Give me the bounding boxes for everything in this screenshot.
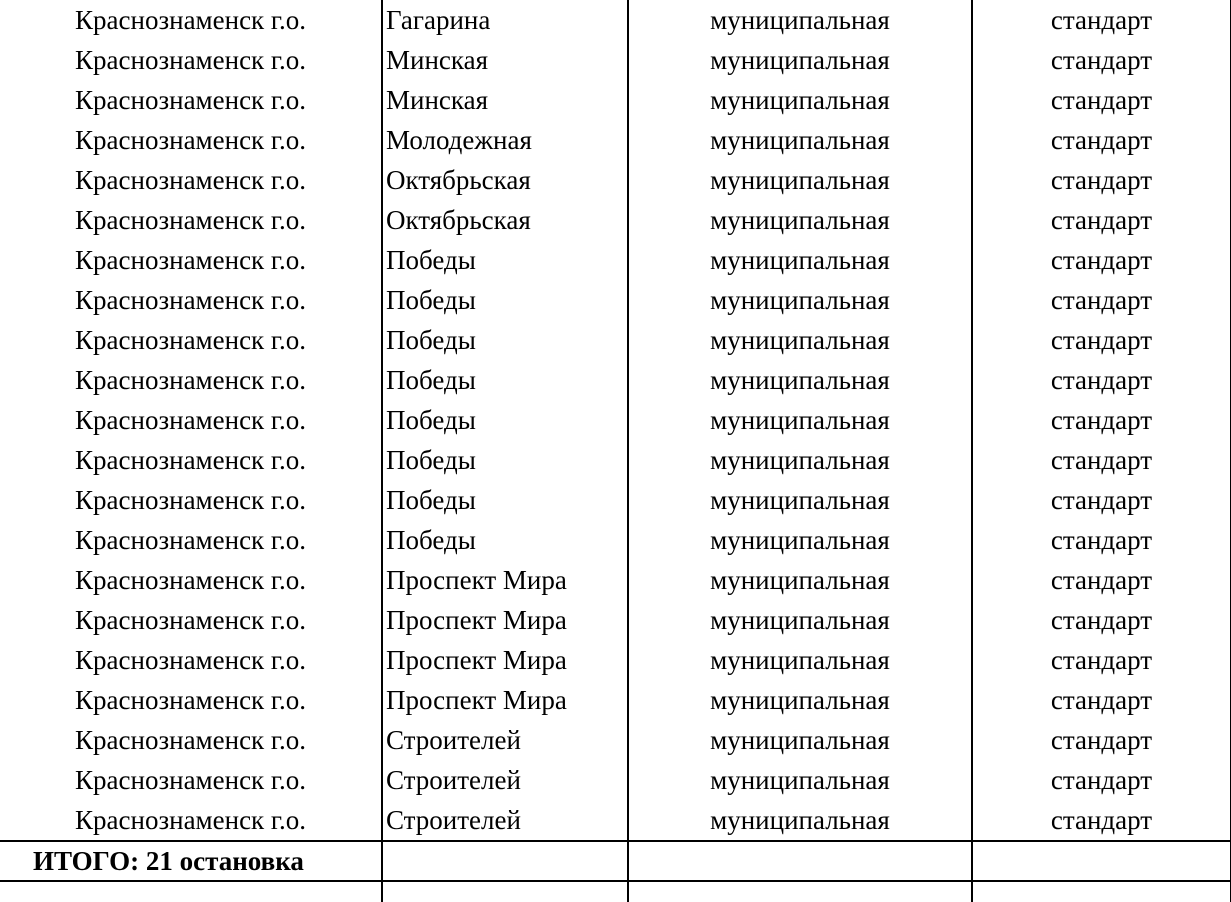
ownership-cell: муниципальная: [628, 320, 972, 360]
class-cell: стандарт: [972, 680, 1231, 720]
class-cell: стандарт: [972, 640, 1231, 680]
city-cell: Краснознаменск г.о.: [75, 525, 306, 555]
total-empty-cell: [628, 841, 972, 881]
city-cell: Краснознаменск г.о.: [75, 45, 306, 75]
street-cell: Победы: [382, 320, 628, 360]
city-cell: Краснознаменск г.о.: [75, 405, 306, 435]
ownership-cell: муниципальная: [628, 280, 972, 320]
empty-cell: [628, 881, 972, 902]
class-cell: стандарт: [972, 240, 1231, 280]
class-cell: стандарт: [972, 40, 1231, 80]
city-cell: Краснознаменск г.о.: [75, 205, 306, 235]
city-cell: Краснознаменск г.о.: [75, 285, 306, 315]
street-cell: Победы: [382, 240, 628, 280]
empty-cell: [382, 881, 628, 902]
ownership-cell: муниципальная: [628, 80, 972, 120]
class-cell: стандарт: [972, 80, 1231, 120]
city-cell: Краснознаменск г.о.: [75, 365, 306, 395]
table-row: [0, 680, 1231, 720]
city-cell: Краснознаменск г.о.: [75, 245, 306, 275]
ownership-cell: муниципальная: [628, 0, 972, 40]
city-cell: Краснознаменск г.о.: [75, 445, 306, 475]
table-row: [0, 360, 1231, 400]
table-row: [0, 40, 1231, 80]
class-cell: стандарт: [972, 560, 1231, 600]
city-cell: Краснознаменск г.о.: [75, 605, 306, 635]
class-cell: стандарт: [972, 200, 1231, 240]
ownership-cell: муниципальная: [628, 680, 972, 720]
street-cell: Победы: [382, 520, 628, 560]
city-cell: Краснознаменск г.о.: [75, 765, 306, 795]
class-cell: стандарт: [972, 720, 1231, 760]
city-cell: Краснознаменск г.о.: [75, 645, 306, 675]
table-row: [0, 280, 1231, 320]
ownership-cell: муниципальная: [628, 200, 972, 240]
total-empty-cell: [382, 841, 628, 881]
ownership-cell: муниципальная: [628, 360, 972, 400]
table-row: [0, 120, 1231, 160]
street-cell: Строителей: [382, 720, 628, 760]
ownership-cell: муниципальная: [628, 240, 972, 280]
city-cell: Краснознаменск г.о.: [75, 165, 306, 195]
table-row: [0, 560, 1231, 600]
next-row-partial: [0, 881, 1231, 902]
table-row: [0, 800, 1231, 841]
street-cell: Проспект Мира: [382, 560, 628, 600]
ownership-cell: муниципальная: [628, 560, 972, 600]
table-row: [0, 440, 1231, 480]
class-cell: стандарт: [972, 440, 1231, 480]
street-cell: Минская: [382, 40, 628, 80]
table-row: [0, 520, 1231, 560]
class-cell: стандарт: [972, 400, 1231, 440]
street-cell: Строителей: [382, 760, 628, 800]
table-row: [0, 200, 1231, 240]
table-row: [0, 240, 1231, 280]
table-row: [0, 480, 1231, 520]
city-cell: Краснознаменск г.о.: [75, 85, 306, 115]
street-cell: Молодежная: [382, 120, 628, 160]
city-cell: Краснознаменск г.о.: [75, 725, 306, 755]
ownership-cell: муниципальная: [628, 720, 972, 760]
street-cell: Победы: [382, 480, 628, 520]
class-cell: стандарт: [972, 520, 1231, 560]
class-cell: стандарт: [972, 0, 1231, 40]
ownership-cell: муниципальная: [628, 600, 972, 640]
table-row: [0, 0, 1231, 40]
table-row: [0, 600, 1231, 640]
class-cell: стандарт: [972, 160, 1231, 200]
city-cell: Краснознаменск г.о.: [75, 325, 306, 355]
street-cell: Проспект Мира: [382, 640, 628, 680]
empty-cell: [0, 881, 382, 902]
ownership-cell: муниципальная: [628, 160, 972, 200]
total-row: [0, 841, 1231, 881]
street-cell: Минская: [382, 80, 628, 120]
street-cell: Победы: [382, 360, 628, 400]
class-cell: стандарт: [972, 280, 1231, 320]
class-cell: стандарт: [972, 480, 1231, 520]
street-cell: Строителей: [382, 800, 628, 841]
class-cell: стандарт: [972, 760, 1231, 800]
city-cell: Краснознаменск г.о.: [0, 0, 382, 40]
ownership-cell: муниципальная: [628, 400, 972, 440]
class-cell: стандарт: [972, 120, 1231, 160]
street-cell: Победы: [382, 440, 628, 480]
table-row: [0, 160, 1231, 200]
city-cell: Краснознаменск г.о.: [75, 805, 306, 835]
city-cell: Краснознаменск г.о.: [75, 685, 306, 715]
ownership-cell: муниципальная: [628, 480, 972, 520]
street-cell: Проспект Мира: [382, 680, 628, 720]
class-cell: стандарт: [972, 360, 1231, 400]
class-cell: стандарт: [972, 800, 1231, 841]
class-cell: стандарт: [972, 600, 1231, 640]
ownership-cell: муниципальная: [628, 40, 972, 80]
table-row: [0, 320, 1231, 360]
table-row: [0, 80, 1231, 120]
ownership-cell: муниципальная: [628, 520, 972, 560]
empty-cell: [972, 881, 1231, 902]
ownership-cell: муниципальная: [628, 120, 972, 160]
street-cell: Октябрьская: [382, 200, 628, 240]
ownership-cell: муниципальная: [628, 760, 972, 800]
total-label: ИТОГО: 21 остановка: [0, 841, 382, 881]
table-row: [0, 720, 1231, 760]
table-row: [0, 640, 1231, 680]
street-cell: Октябрьская: [382, 160, 628, 200]
class-cell: стандарт: [972, 320, 1231, 360]
street-cell: Проспект Мира: [382, 600, 628, 640]
city-cell: Краснознаменск г.о.: [75, 485, 306, 515]
ownership-cell: муниципальная: [628, 640, 972, 680]
street-cell: Победы: [382, 400, 628, 440]
ownership-cell: муниципальная: [628, 440, 972, 480]
street-cell: Гагарина: [382, 0, 628, 40]
total-empty-cell: [972, 841, 1231, 881]
ownership-cell: муниципальная: [628, 800, 972, 841]
street-cell: Победы: [382, 280, 628, 320]
table-row: [0, 760, 1231, 800]
city-cell: Краснознаменск г.о.: [75, 125, 306, 155]
city-cell: Краснознаменск г.о.: [75, 565, 306, 595]
table-row: [0, 400, 1231, 440]
